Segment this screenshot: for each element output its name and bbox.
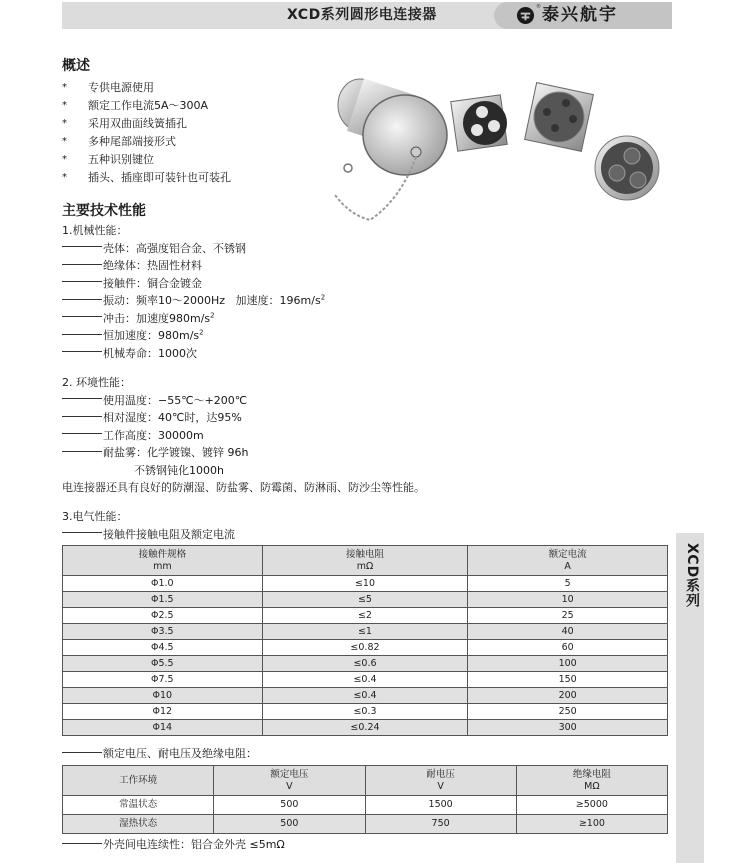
- bullet-star-icon: *: [62, 82, 67, 93]
- list-item: * 多种尾部端接形式: [62, 133, 231, 151]
- table-cell: Φ7.5: [63, 672, 263, 688]
- table-cell: 5: [468, 576, 668, 592]
- dash-icon: [62, 246, 102, 247]
- dash-icon: [62, 316, 102, 317]
- table-cell: Φ1.0: [63, 576, 263, 592]
- page-header: [62, 2, 672, 29]
- table-cell: Φ4.5: [63, 640, 263, 656]
- table-cell: ≤1: [262, 624, 468, 640]
- table-row: [63, 672, 668, 688]
- table-cell: ≤0.4: [262, 672, 468, 688]
- table-cell: Φ12: [63, 704, 263, 720]
- list-item: * 专供电源使用: [62, 79, 231, 97]
- spec-line: 机械寿命：1000次: [62, 345, 325, 363]
- table-cell: Φ5.5: [63, 656, 263, 672]
- table-cell: 300: [468, 720, 668, 736]
- column-header: 工作环境: [63, 766, 214, 796]
- table-cell: 60: [468, 640, 668, 656]
- list-item: * 额定工作电流5A～300A: [62, 97, 231, 115]
- voltage-table-body: [63, 796, 668, 834]
- plug-with-cap-image: [335, 78, 447, 220]
- table-row: [63, 688, 668, 704]
- series-side-tab: [676, 533, 704, 863]
- square-receptacle-image: [451, 95, 507, 151]
- table-row: [63, 656, 668, 672]
- environmental-title: 2. 环境性能：: [62, 376, 131, 389]
- contact-table-body: [63, 576, 668, 736]
- table-cell: 750: [365, 815, 516, 834]
- overview-list: [62, 79, 231, 187]
- table-header-row: [63, 766, 668, 796]
- list-item: * 插头、插座即可装针也可装孔: [62, 169, 231, 187]
- shell-continuity: 外壳间电连续性：铝合金外壳 ≤5mΩ: [62, 836, 285, 854]
- table-row: [63, 815, 668, 834]
- table-cell: ≥100: [516, 815, 667, 834]
- column-header: 额定电流 A: [468, 546, 668, 576]
- contact-resistance-table: [62, 545, 668, 736]
- catalog-title: XCD系列圆形电连接器: [287, 7, 437, 23]
- spec-line: 绝缘体：热固性材料: [62, 257, 325, 275]
- table-cell: 40: [468, 624, 668, 640]
- spec-line: 接触件：铜合金镀金: [62, 275, 325, 293]
- environmental-section: [62, 374, 425, 497]
- dash-icon: [62, 843, 102, 844]
- table-cell: 25: [468, 608, 668, 624]
- dash-icon: [62, 398, 102, 399]
- table-cell: ≤0.82: [262, 640, 468, 656]
- bullet-star-icon: *: [62, 154, 67, 165]
- spec-line: 振动：频率10～2000Hz 加速度：$196m/s^2$: [62, 292, 325, 310]
- table-row: [63, 624, 668, 640]
- table-cell: Φ3.5: [63, 624, 263, 640]
- bullet-star-icon: *: [62, 118, 67, 129]
- table-cell: ≤0.6: [262, 656, 468, 672]
- dash-icon: [62, 752, 102, 753]
- voltage-table-caption: 额定电压、耐电压及绝缘电阻：: [62, 745, 257, 763]
- column-header: 耐电压 V: [365, 766, 516, 796]
- table-cell: 常温状态: [63, 796, 214, 815]
- table-cell: ≥5000: [516, 796, 667, 815]
- column-header: 接触件规格 mm: [63, 546, 263, 576]
- environmental-summary: 电连接器还具有良好的防潮湿、防盐雾、防霉菌、防淋雨、防沙尘等性能。: [62, 481, 425, 494]
- contact-table-caption: 接触件接触电阻及额定电流: [62, 526, 235, 544]
- table-header-row: [63, 546, 668, 576]
- dash-icon: [62, 451, 102, 452]
- table-cell: ≤0.4: [262, 688, 468, 704]
- spec-line: 工作高度：30000m: [62, 427, 425, 445]
- side-tab-label: XCD系列: [684, 543, 700, 609]
- table-cell: 湿热状态: [63, 815, 214, 834]
- list-item: * 采用双曲面线簧插孔: [62, 115, 231, 133]
- dash-icon: [62, 299, 102, 300]
- dash-icon: [62, 433, 102, 434]
- registered-mark: ®: [536, 4, 541, 10]
- dash-icon: [62, 351, 102, 352]
- column-header: 接触电阻 mΩ: [262, 546, 468, 576]
- dash-icon: [62, 281, 102, 282]
- table-row: [63, 592, 668, 608]
- table-row: [63, 576, 668, 592]
- table-cell: 150: [468, 672, 668, 688]
- column-header: 额定电压 V: [214, 766, 365, 796]
- table-row: [63, 608, 668, 624]
- table-row: [63, 720, 668, 736]
- table-cell: ≤0.3: [262, 704, 468, 720]
- voltage-insulation-table: [62, 765, 668, 834]
- product-photo: [330, 60, 690, 230]
- four-pin-receptacle-image: [525, 83, 594, 152]
- column-header: 绝缘电阻 MΩ: [516, 766, 667, 796]
- table-cell: 100: [468, 656, 668, 672]
- spec-line: 冲击：加速度$980m/s^2$: [62, 310, 325, 328]
- table-cell: ≤2: [262, 608, 468, 624]
- table-cell: Φ10: [63, 688, 263, 704]
- table-cell: ≤5: [262, 592, 468, 608]
- brand-logo-icon: [516, 6, 535, 25]
- spec-line: 壳体：高强度铝合金、不锈钢: [62, 240, 325, 258]
- dash-icon: [62, 532, 102, 533]
- table-cell: ≤0.24: [262, 720, 468, 736]
- table-cell: 10: [468, 592, 668, 608]
- round-three-pin-connector-image: [595, 136, 659, 200]
- electrical-section: [62, 508, 235, 543]
- bullet-star-icon: *: [62, 100, 67, 111]
- table-cell: 1500: [365, 796, 516, 815]
- table-cell: Φ14: [63, 720, 263, 736]
- specs-heading: 主要技术性能: [62, 203, 146, 219]
- spec-line: 耐盐雾：化学镀镍、镀锌 96h: [62, 444, 425, 462]
- table-cell: Φ1.5: [63, 592, 263, 608]
- spec-line: 相对湿度：40℃时，达95%: [62, 409, 425, 427]
- overview-heading: 概述: [62, 58, 90, 74]
- bullet-star-icon: *: [62, 172, 67, 183]
- table-row: [63, 640, 668, 656]
- table-cell: 200: [468, 688, 668, 704]
- mechanical-title: 1.机械性能：: [62, 224, 128, 237]
- list-item: * 五种识别键位: [62, 151, 231, 169]
- brand-name: 泰兴航宇: [542, 5, 618, 25]
- table-row: [63, 796, 668, 815]
- bullet-star-icon: *: [62, 136, 67, 147]
- dash-icon: [62, 264, 102, 265]
- electrical-title: 3.电气性能：: [62, 510, 128, 523]
- table-cell: ≤10: [262, 576, 468, 592]
- spec-line-continuation: 不锈钢钝化1000h: [134, 463, 224, 477]
- table-cell: Φ2.5: [63, 608, 263, 624]
- table-cell: 250: [468, 704, 668, 720]
- mechanical-section: [62, 222, 325, 362]
- brand-block: [494, 2, 672, 29]
- spec-line: 使用温度：−55℃～+200℃: [62, 392, 425, 410]
- table-cell: 500: [214, 796, 365, 815]
- table-cell: 500: [214, 815, 365, 834]
- spec-line: 恒加速度：$980m/s^2$: [62, 327, 325, 345]
- table-row: [63, 704, 668, 720]
- dash-icon: [62, 334, 102, 335]
- dash-icon: [62, 416, 102, 417]
